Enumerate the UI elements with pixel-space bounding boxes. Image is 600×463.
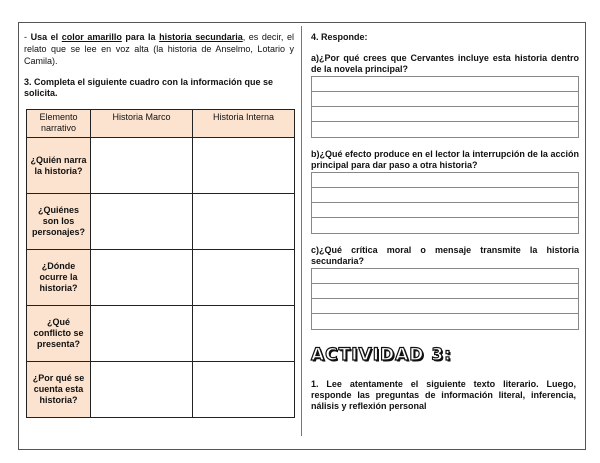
answer-cell-interna[interactable] bbox=[193, 138, 295, 194]
question-c: c)¿Qué crítica moral o mensaje transmite la historia secundaria? bbox=[311, 245, 579, 266]
answer-cell-marco[interactable] bbox=[91, 306, 193, 362]
answer-cell-interna[interactable] bbox=[193, 306, 295, 362]
answer-cell-marco[interactable] bbox=[91, 194, 193, 250]
left-column bbox=[24, 31, 294, 99]
activity-3-title: ACTIVIDAD 3: bbox=[311, 345, 452, 365]
row-label: ¿Qué conflicto se presenta? bbox=[27, 306, 91, 362]
question-b: b)¿Qué efecto produce en el lector la interrupción de la acción principal para dar paso a otra historia? bbox=[311, 149, 579, 170]
answer-lines-b[interactable] bbox=[311, 172, 579, 234]
answer-cell-marco[interactable] bbox=[91, 250, 193, 306]
table-row bbox=[27, 194, 295, 250]
instruction-highlight: - Usa el color amarillo para la historia secundaria, es decir, el relato que se lee en voz alta (la historia de Anselmo, Lotario y Camila). bbox=[24, 32, 294, 66]
answer-cell-interna[interactable] bbox=[193, 250, 295, 306]
header-historia-marco: Historia Marco bbox=[91, 110, 193, 138]
table-header-row bbox=[27, 110, 295, 138]
table-row bbox=[27, 362, 295, 418]
activity-3-instructions: 1. Lee atentamente el siguiente texto literario. Luego, responde las preguntas de información literal, inferencia, nálisis y reflexión personal bbox=[311, 379, 576, 411]
comparison-table bbox=[26, 109, 295, 418]
right-column bbox=[311, 31, 579, 330]
table-row bbox=[27, 250, 295, 306]
row-label: ¿Por qué se cuenta esta historia? bbox=[27, 362, 91, 418]
header-historia-interna: Historia Interna bbox=[193, 110, 295, 138]
header-elemento: Elemento narrativo bbox=[27, 110, 91, 138]
answer-cell-interna[interactable] bbox=[193, 362, 295, 418]
question-4-heading: 4. Responde: bbox=[311, 32, 368, 42]
row-label: ¿Quién narra la historia? bbox=[27, 138, 91, 194]
question-a: a)¿Por qué crees que Cervantes incluye esta historia dentro de la novela principal? bbox=[311, 53, 579, 74]
answer-lines-c[interactable] bbox=[311, 268, 579, 330]
row-label: ¿Dónde ocurre la historia? bbox=[27, 250, 91, 306]
answer-cell-marco[interactable] bbox=[91, 138, 193, 194]
answer-cell-interna[interactable] bbox=[193, 194, 295, 250]
row-label: ¿Quiénes son los personajes? bbox=[27, 194, 91, 250]
table-row bbox=[27, 138, 295, 194]
question-3: 3. Completa el siguiente cuadro con la información que se solicita. bbox=[24, 77, 274, 98]
table-row bbox=[27, 306, 295, 362]
answer-lines-a[interactable] bbox=[311, 76, 579, 138]
column-divider bbox=[301, 26, 302, 436]
answer-cell-marco[interactable] bbox=[91, 362, 193, 418]
